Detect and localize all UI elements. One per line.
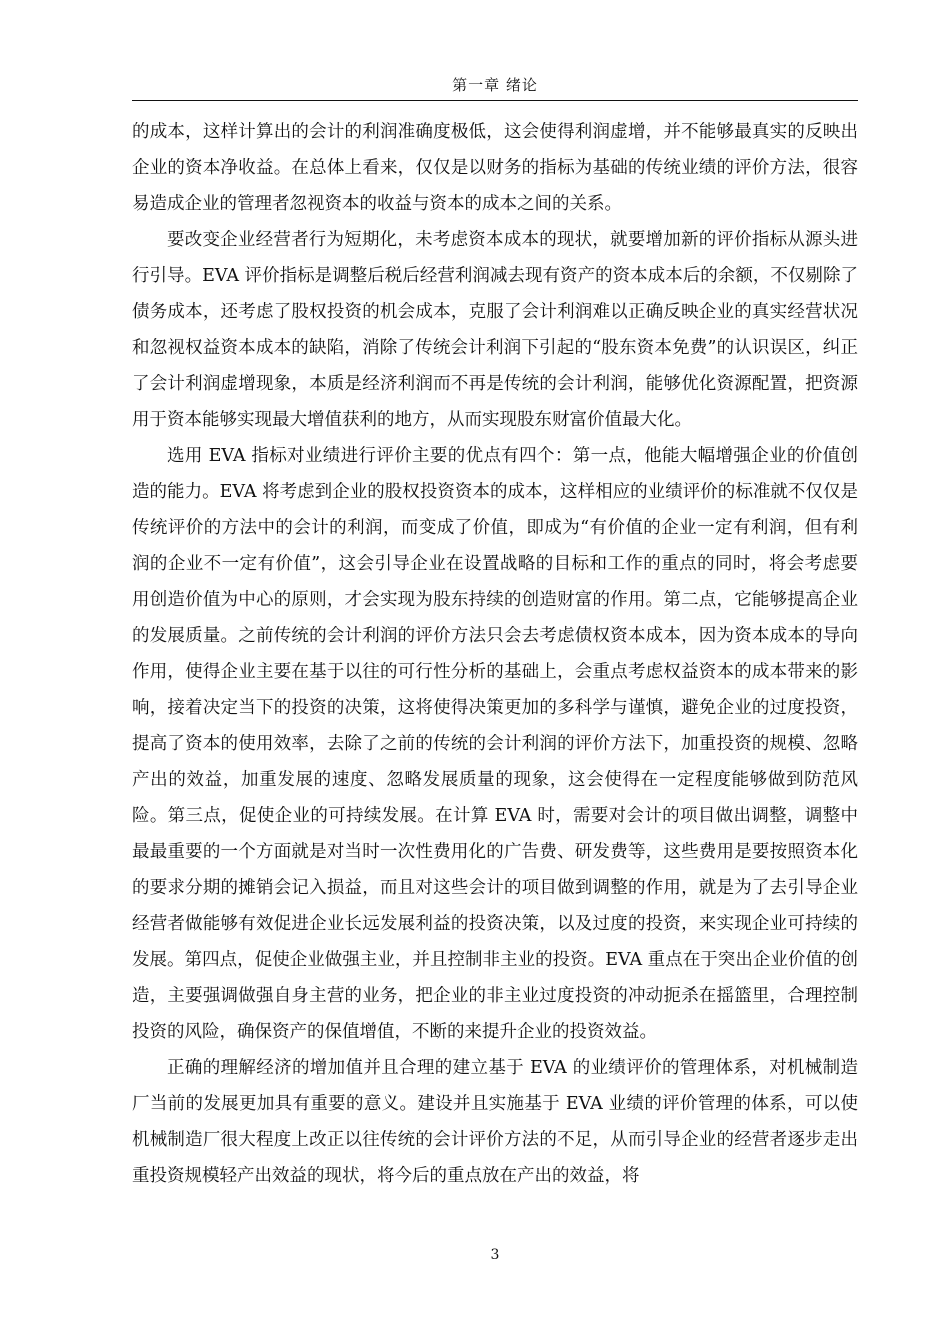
paragraph: 正确的理解经济的增加值并且合理的建立基于 EVA 的业绩评价的管理体系，对机械制造厂当前的发展更加具有重要的意义。建设并且实施基于 EVA 业绩的评价管理的体系，可以使机械制造厂很大程度上改正以往传统的会计评价方法的不足，从而引导企业的经营者逐步走出重投资规模轻产出效益的现状，将今后的重点放在产出的效益，将 — [132, 1058, 858, 1186]
page-number: 3 — [490, 1247, 500, 1263]
running-header: 第一章 绪论 — [452, 76, 538, 94]
paragraph-continued: 的成本，这样计算出的会计的利润准确度极低，这会使得利润虚增，并不能够最真实的反映出企业的资本净收益。在总体上看来，仅仅是以财务的指标为基础的传统业绩的评价方法，很容易造成企业的管理者忽视资本的收益与资本的成本之间的关系。 — [132, 122, 858, 214]
body-text — [132, 114, 858, 1194]
header-rule — [132, 100, 858, 101]
paragraph: 要改变企业经营者行为短期化，未考虑资本成本的现状，就要增加新的评价指标从源头进行引导。EVA 评价指标是调整后税后经营利润减去现有资产的资本成本后的余额，不仅剔除了债务成本，还考虑了股权投资的机会成本，克服了会计利润难以正确反映企业的真实经营状况和忽视权益资本成本的缺陷，消除了传统会计利润下引起的“股东资本免费”的认识误区，纠正了会计利润虚增现象，本质是经济利润而不再是传统的会计利润，能够优化资源配置，把资源用于资本能够实现最大增值获利的地方，从而实现股东财富价值最大化。 — [132, 230, 858, 430]
paragraph: 选用 EVA 指标对业绩进行评价主要的优点有四个：第一点，他能大幅增强企业的价值创造的能力。EVA 将考虑到企业的股权投资资本的成本，这样相应的业绩评价的标准就不仅仅是传统评价的方法中的会计的利润，而变成了价值，即成为“有价值的企业一定有利润，但有利润的企业不一定有价值”，这会引导企业在设置战略的目标和工作的重点的同时，将会考虑要用创造价值为中心的原则，才会实现为股东持续的创造财富的作用。第二点，它能够提高企业的发展质量。之前传统的会计利润的评价方法只会去考虑债权资本成本，因为资本成本的导向作用，使得企业主要在基于以往的可行性分析的基础上，会重点考虑权益资本的成本带来的影响，接着决定当下的投资的决策，这将使得决策更加的多科学与谨慎，避免企业的过度投资，提高了资本的使用效率，去除了之前的传统的会计利润的评价方法下，加重投资的规模、忽略产出的效益，加重发展的速度、忽略发展质量的现象，这会使得在一定程度能够做到防范风险。第三点，促使企业的可持续发展。在计算 EVA 时，需要对会计的项目做出调整，调整中最最重要的一个方面就是对当时一次性费用化的广告费、研发费等，这些费用是要按照资本化的要求分期的摊销会记入损益，而且对这些会计的项目做到调整的作用，就是为了去引导企业经营者做能够有效促进企业长远发展利益的投资决策，以及过度的投资，来实现企业可持续的发展。第四点，促使企业做强主业，并且控制非主业的投资。EVA 重点在于突出企业价值的创造，主要强调做强自身主营的业务，把企业的非主业过度投资的冲动扼杀在摇篮里，合理控制投资的风险，确保资产的保值增值，不断的来提升企业的投资效益。 — [132, 446, 858, 1042]
